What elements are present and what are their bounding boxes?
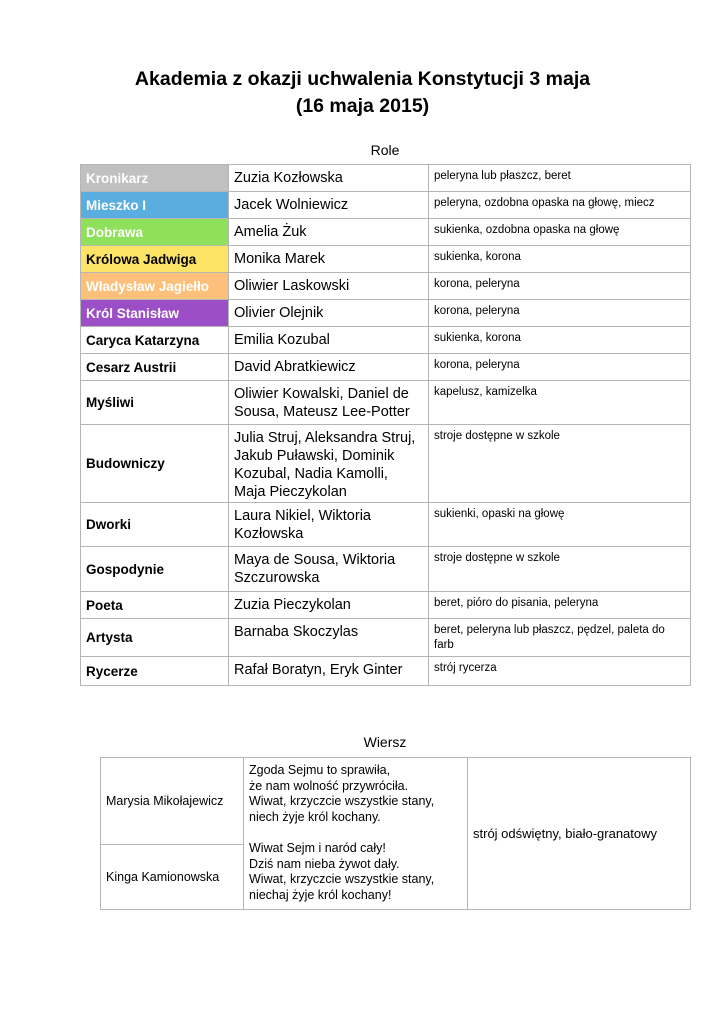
role-row — [81, 327, 691, 354]
costume: peleryna, ozdobna opaska na głowę, miecz — [429, 192, 691, 219]
title-line-1: Akademia z okazji uchwalenia Konstytucji 3 maja — [134, 68, 591, 90]
costume: korona, peleryna — [429, 354, 691, 381]
costume: beret, pióro do pisania, peleryna — [429, 592, 691, 619]
title-line-2: (16 maja 2015) — [295, 95, 430, 117]
verse-line: Wiwat, krzyczcie wszystkie stany, — [249, 872, 435, 887]
costume: strój rycerza — [429, 657, 691, 686]
poem-outfit: strój odświętny, biało-granatowy — [468, 758, 691, 910]
costume: korona, peleryna — [429, 300, 691, 327]
poem-row-1 — [101, 758, 691, 845]
actor-name: Amelia Żuk — [229, 219, 429, 246]
reciter-2: Kinga Kamionowska — [101, 845, 244, 910]
stanza-2 — [249, 841, 462, 904]
role-row — [81, 619, 691, 657]
costume: stroje dostępne w szkole — [429, 547, 691, 592]
role-row — [81, 592, 691, 619]
role-name: Dobrawa — [81, 219, 229, 246]
actor-name: Maya de Sousa, Wiktoria Szczurowska — [229, 547, 429, 592]
actor-name: Julia Struj, Aleksandra Struj, Jakub Puławski, Dominik Kozubal, Nadia Kamolli, Maja Pieczykolan — [229, 425, 429, 503]
role-name: Król Stanisław — [81, 300, 229, 327]
costume: korona, peleryna — [429, 273, 691, 300]
role-name: Dworki — [81, 503, 229, 547]
actor-name: Emilia Kozubal — [229, 327, 429, 354]
role-name: Gospodynie — [81, 547, 229, 592]
role-row — [81, 503, 691, 547]
role-name: Caryca Katarzyna — [81, 327, 229, 354]
actor-name: Rafał Boratyn, Eryk Ginter — [229, 657, 429, 686]
verse-line: Dziś nam nieba żywot dały. — [249, 856, 400, 871]
stanza-1 — [249, 763, 462, 826]
role-row — [81, 192, 691, 219]
costume: sukienki, opaski na głowę — [429, 503, 691, 547]
role-name: Cesarz Austrii — [81, 354, 229, 381]
actor-name: Oliwier Kowalski, Daniel de Sousa, Mateusz Lee-Potter — [229, 381, 429, 425]
actor-name: Monika Marek — [229, 246, 429, 273]
role-row — [81, 219, 691, 246]
verse-line: że nam wolność przywróciła. — [249, 778, 409, 793]
costume: stroje dostępne w szkole — [429, 425, 691, 503]
role-name: Artysta — [81, 619, 229, 657]
role-row — [81, 273, 691, 300]
page-title — [0, 66, 725, 120]
role-row — [81, 165, 691, 192]
verse-line: Zgoda Sejmu to sprawiła, — [249, 763, 391, 777]
verse-line: niechaj żyje król kochany! — [249, 887, 392, 902]
poem-table — [100, 757, 691, 910]
role-name: Mieszko I — [81, 192, 229, 219]
costume: sukienka, korona — [429, 246, 691, 273]
actor-name: Olivier Olejnik — [229, 300, 429, 327]
role-name: Poeta — [81, 592, 229, 619]
roles-table — [80, 164, 691, 686]
reciter-1: Marysia Mikołajewicz — [101, 758, 244, 845]
role-name: Rycerze — [81, 657, 229, 686]
verse-line: Wiwat Sejm i naród cały! — [249, 840, 386, 855]
costume: sukienka, ozdobna opaska na głowę — [429, 219, 691, 246]
role-row — [81, 657, 691, 686]
costume: kapelusz, kamizelka — [429, 381, 691, 425]
role-name: Myśliwi — [81, 381, 229, 425]
actor-name: David Abratkiewicz — [229, 354, 429, 381]
role-row — [81, 425, 691, 503]
actor-name: Zuzia Pieczykolan — [229, 592, 429, 619]
costume: peleryna lub płaszcz, beret — [429, 165, 691, 192]
actor-name: Zuzia Kozłowska — [229, 165, 429, 192]
actor-name: Oliwier Laskowski — [229, 273, 429, 300]
role-row — [81, 547, 691, 592]
roles-heading: Role — [370, 142, 400, 158]
role-row — [81, 300, 691, 327]
role-row — [81, 381, 691, 425]
role-name: Kronikarz — [81, 165, 229, 192]
role-row — [81, 354, 691, 381]
costume: sukienka, korona — [429, 327, 691, 354]
actor-name: Jacek Wolniewicz — [229, 192, 429, 219]
poem-verse — [244, 758, 468, 910]
verse-line: niech żyje król kochany. — [249, 810, 381, 825]
role-name: Władysław Jagiełło — [81, 273, 229, 300]
verse-line: Wiwat, krzyczcie wszystkie stany, — [249, 794, 435, 809]
actor-name: Barnaba Skoczylas — [229, 619, 429, 657]
role-row — [81, 246, 691, 273]
actor-name: Laura Nikiel, Wiktoria Kozłowska — [229, 503, 429, 547]
role-name: Królowa Jadwiga — [81, 246, 229, 273]
role-name: Budowniczy — [81, 425, 229, 503]
poem-heading: Wiersz — [363, 734, 407, 750]
costume: beret, peleryna lub płaszcz, pędzel, paleta do farb — [429, 619, 691, 657]
